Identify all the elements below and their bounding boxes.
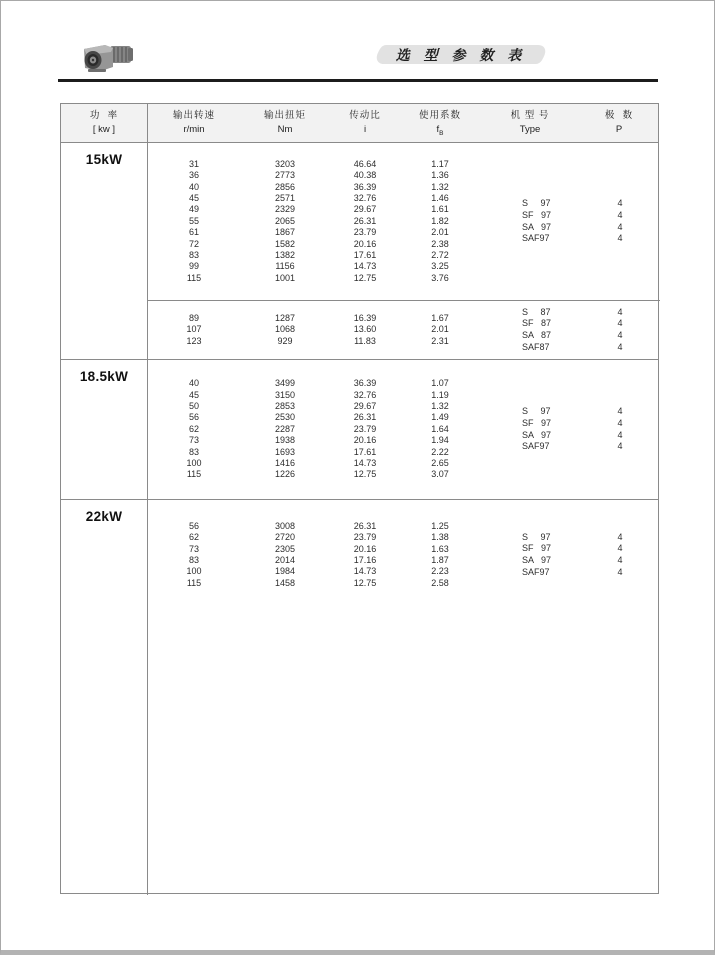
poles-value: 4 (617, 198, 623, 209)
factor-value: 2.31 (431, 335, 449, 346)
ratio-value: 32.76 (353, 389, 377, 400)
speed-value: 83 (188, 555, 199, 565)
type-value: SAF87 (522, 341, 550, 352)
torque-value: 3150 (274, 389, 296, 400)
factor-value: 1.94 (431, 435, 449, 446)
gearmotor-logo (75, 39, 137, 75)
torque-value: 2856 (274, 181, 296, 192)
torque-value: 2287 (274, 423, 296, 434)
factor-value: 2.72 (431, 249, 449, 260)
data-block (148, 360, 660, 499)
factor-value: 1.61 (431, 204, 449, 215)
ratio-value: 29.67 (353, 204, 377, 215)
numeric-grid (148, 313, 480, 347)
speed-value: 115 (186, 469, 202, 480)
factor-value: 2.38 (431, 238, 449, 249)
torque-value: 2530 (274, 412, 296, 423)
ratio-value: 14.73 (353, 566, 377, 577)
power-section (61, 359, 658, 499)
header-ratio: 传动比 i (349, 110, 381, 135)
type-value: S 97 (522, 406, 551, 417)
ratio-value: 32.76 (353, 193, 377, 204)
power-label: 15kW (61, 143, 148, 359)
torque-value: 2065 (274, 215, 296, 226)
type-value: SAF97 (522, 441, 550, 452)
ratio-value: 17.61 (353, 446, 377, 457)
poles-value: 4 (617, 341, 623, 352)
speed-value: 31 (188, 158, 199, 169)
speed-value: 62 (188, 423, 199, 434)
poles-value: 4 (617, 441, 623, 452)
type-value: SF 97 (522, 417, 552, 428)
type-value: SF 97 (522, 543, 552, 554)
table-header-row (61, 104, 658, 143)
numeric-grid (148, 521, 480, 589)
torque-value: 2720 (274, 532, 296, 543)
type-value: SA 97 (522, 429, 552, 440)
ratio-value: 13.60 (353, 324, 377, 335)
speed-value: 73 (188, 435, 199, 446)
torque-value: 2329 (274, 204, 296, 215)
factor-value: 3.25 (431, 261, 449, 272)
ratio-value: 14.73 (353, 457, 377, 468)
speed-value: 100 (186, 457, 202, 468)
speed-value: 40 (188, 181, 199, 192)
poles-value: 4 (617, 543, 623, 554)
speed-value: 36 (188, 170, 199, 181)
factor-value: 2.65 (431, 457, 449, 468)
speed-value: 100 (186, 566, 202, 577)
type-value: SA 87 (522, 330, 552, 340)
factor-value: 3.07 (431, 469, 449, 480)
ratio-value: 17.61 (353, 249, 377, 260)
poles-value: 4 (617, 221, 623, 232)
speed-value: 123 (186, 335, 202, 346)
type-value: S 87 (522, 306, 551, 317)
speed-value: 62 (188, 532, 199, 543)
factor-value: 2.01 (431, 324, 449, 335)
section-content (148, 500, 660, 895)
numeric-grid (148, 378, 480, 481)
poles-value: 4 (617, 330, 623, 340)
poles-value: 4 (617, 406, 623, 417)
factor-value: 1.82 (431, 215, 449, 226)
torque-value: 2773 (274, 170, 296, 181)
header-power: 功 率 [ kw ] (61, 104, 148, 142)
ratio-value: 16.39 (353, 312, 377, 323)
poles-value: 4 (617, 555, 623, 565)
speed-value: 50 (188, 401, 199, 412)
speed-value: 61 (188, 227, 199, 238)
power-label: 22kW (61, 500, 148, 895)
factor-value: 1.32 (431, 401, 449, 412)
speed-value: 55 (188, 215, 199, 226)
torque-value: 3203 (274, 158, 296, 169)
speed-value: 56 (188, 412, 199, 423)
torque-value: 2853 (274, 401, 296, 412)
torque-value: 3499 (274, 378, 296, 389)
poles-value: 4 (617, 209, 623, 220)
poles-value: 4 (617, 566, 623, 577)
type-value: S 97 (522, 198, 551, 209)
poles-column (580, 198, 660, 244)
torque-value: 2571 (274, 193, 296, 204)
factor-value: 3.76 (431, 272, 449, 283)
speed-value: 45 (188, 193, 199, 204)
torque-value: 1458 (274, 577, 296, 588)
torque-value: 3008 (274, 520, 296, 531)
factor-value: 2.22 (431, 446, 449, 457)
speed-value: 83 (188, 249, 199, 260)
speed-value: 115 (186, 272, 202, 283)
torque-value: 1867 (274, 227, 296, 238)
ratio-value: 36.39 (353, 378, 377, 389)
numeric-grid (148, 159, 480, 284)
torque-value: 2014 (274, 555, 296, 565)
type-value: SA 97 (522, 221, 552, 232)
poles-column (580, 406, 660, 452)
ratio-value: 23.79 (353, 532, 377, 543)
ratio-value: 26.31 (353, 215, 377, 226)
factor-value: 1.38 (431, 532, 449, 543)
poles-column (580, 532, 660, 578)
type-value: SA 97 (522, 555, 552, 565)
data-block (148, 300, 660, 359)
speed-value: 115 (186, 577, 202, 588)
torque-value: 1938 (274, 435, 296, 446)
torque-value: 1582 (274, 238, 296, 249)
power-section (61, 499, 658, 895)
poles-value: 4 (617, 233, 623, 244)
ratio-value: 12.75 (353, 577, 377, 588)
power-section (61, 143, 658, 359)
factor-value: 1.25 (431, 520, 449, 531)
poles-column (580, 307, 660, 353)
type-value: SF 87 (522, 318, 552, 329)
page-title: 选 型 参 数 表 (395, 46, 527, 63)
factor-value: 2.01 (431, 227, 449, 238)
type-column (480, 307, 580, 353)
ratio-value: 23.79 (353, 227, 377, 238)
speed-value: 83 (188, 446, 199, 457)
speed-value: 89 (188, 312, 199, 323)
header-output-torque: 输出扭矩 Nm (263, 110, 306, 135)
torque-value: 929 (277, 335, 293, 346)
header-type: 机 型 号 Type (510, 110, 550, 135)
speed-value: 40 (188, 378, 199, 389)
torque-value: 1001 (274, 272, 296, 283)
section-content (148, 360, 660, 499)
type-value: SAF97 (522, 566, 550, 577)
factor-value: 1.36 (431, 170, 449, 181)
type-column (480, 406, 580, 452)
factor-value: 2.58 (431, 577, 449, 588)
factor-value: 1.32 (431, 181, 449, 192)
torque-value: 1068 (274, 324, 296, 335)
factor-value: 1.46 (431, 193, 449, 204)
factor-value: 1.67 (431, 312, 449, 323)
header-poles: 极 数 P (604, 110, 634, 135)
power-label: 18.5kW (61, 360, 148, 499)
torque-value: 1287 (274, 312, 296, 323)
factor-value: 2.23 (431, 566, 449, 577)
table-body (61, 143, 658, 895)
header-service-factor: 使用系数 $f_B$ (418, 110, 461, 137)
torque-value: 1226 (274, 469, 296, 480)
torque-value: 1984 (274, 566, 296, 577)
factor-value: 1.63 (431, 543, 449, 554)
ratio-value: 46.64 (353, 158, 377, 169)
poles-value: 4 (617, 531, 623, 542)
torque-value: 1382 (274, 249, 296, 260)
type-value: SF 97 (522, 209, 552, 220)
ratio-value: 40.38 (353, 170, 377, 181)
ratio-value: 20.16 (353, 238, 377, 249)
poles-value: 4 (617, 417, 623, 428)
factor-value: 1.17 (431, 158, 449, 169)
factor-value: 1.49 (431, 412, 449, 423)
poles-value: 4 (617, 318, 623, 329)
data-block (148, 143, 660, 300)
ratio-value: 17.16 (353, 555, 377, 565)
data-block (148, 500, 660, 610)
selection-table (60, 103, 659, 894)
poles-value: 4 (617, 429, 623, 440)
speed-value: 72 (188, 238, 199, 249)
ratio-value: 11.83 (354, 335, 376, 346)
factor-value: 1.64 (431, 423, 449, 434)
speed-value: 73 (188, 543, 199, 554)
torque-value: 2305 (274, 543, 296, 554)
speed-value: 45 (188, 389, 199, 400)
ratio-value: 26.31 (353, 412, 377, 423)
type-value: SAF97 (522, 233, 550, 244)
poles-value: 4 (617, 306, 623, 317)
factor-value: 1.19 (431, 389, 449, 400)
speed-value: 107 (186, 324, 202, 335)
ratio-value: 20.16 (353, 435, 377, 446)
torque-value: 1693 (274, 446, 296, 457)
ratio-value: 36.39 (353, 181, 377, 192)
type-value: S 97 (522, 531, 551, 542)
ratio-value: 12.75 (353, 469, 377, 480)
factor-value: 1.87 (431, 555, 449, 565)
ratio-value: 26.31 (353, 520, 377, 531)
type-column (480, 532, 580, 578)
header-output-speed: 输出转速 r/min (172, 110, 215, 135)
factor-value: 1.07 (431, 378, 449, 389)
torque-value: 1416 (274, 457, 296, 468)
ratio-value: 23.79 (353, 423, 377, 434)
section-content (148, 143, 660, 359)
speed-value: 49 (188, 204, 199, 215)
speed-value: 56 (188, 520, 199, 531)
ratio-value: 20.16 (353, 543, 377, 554)
torque-value: 1156 (275, 261, 295, 272)
ratio-value: 12.75 (353, 272, 377, 283)
ratio-value: 29.67 (353, 401, 377, 412)
speed-value: 99 (188, 261, 199, 272)
ratio-value: 14.73 (353, 261, 377, 272)
type-column (480, 198, 580, 244)
header-rule (58, 79, 658, 82)
